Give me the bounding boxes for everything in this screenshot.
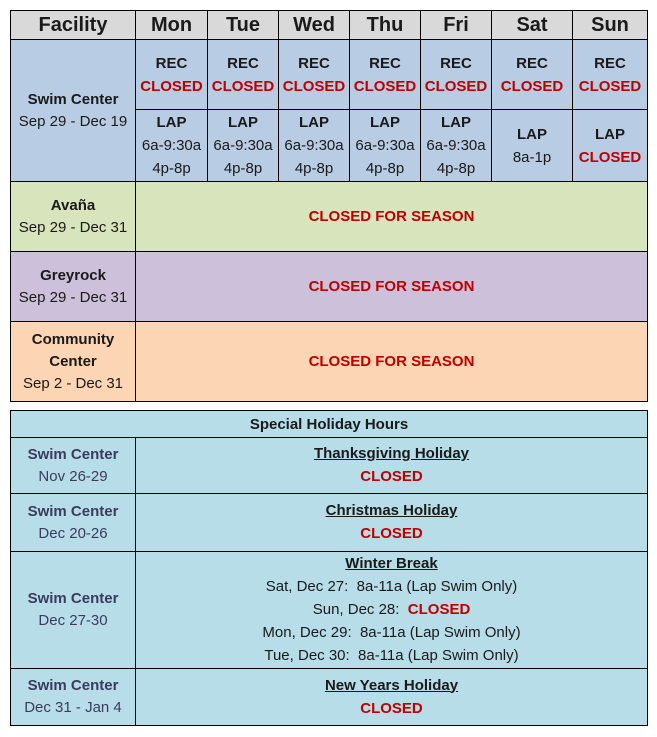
lap-cell-sat: [492, 110, 573, 182]
closed-label: CLOSED: [578, 148, 642, 166]
rec-cell-sat: [492, 40, 573, 110]
holiday-facility-cell: [11, 438, 136, 494]
holiday-detail-cell: [136, 669, 648, 726]
closed-for-season-label: CLOSED FOR SEASON: [308, 277, 475, 295]
schedule-day: Sun, Dec 28:: [312, 601, 408, 618]
holiday-facility-cell: [11, 494, 136, 552]
holiday-name: Thanksgiving Holiday: [313, 445, 470, 462]
avana-row: [11, 182, 648, 252]
schedule-hours: 8a-11a (Lap Swim Only): [359, 624, 521, 641]
facility-name: Swim Center: [27, 90, 119, 108]
closed-label: CLOSED: [578, 77, 642, 95]
closed-label: CLOSED: [360, 468, 423, 485]
lap-time-morning: 6a-9:30a: [355, 137, 415, 154]
facility-dates: Sep 29 - Dec 31: [18, 218, 128, 236]
rec-cell-thu: [350, 40, 421, 110]
facility-name: Community Center: [31, 330, 115, 370]
closed-label: CLOSED: [353, 77, 417, 95]
holiday-row: [11, 552, 648, 669]
schedule-line: [136, 644, 647, 667]
holiday-detail-cell: [136, 494, 648, 552]
lap-label: LAP: [228, 114, 258, 131]
facility-dates: Sep 2 - Dec 31: [22, 374, 124, 392]
schedule-day: Sat, Dec 27:: [265, 578, 357, 595]
lap-cell-tue: [208, 110, 279, 182]
lap-cell-sun: [573, 110, 648, 182]
facility-dates: Sep 29 - Dec 19: [18, 112, 128, 130]
lap-label: LAP: [156, 114, 187, 131]
holiday-dates: Dec 27-30: [38, 612, 108, 629]
community-center-facility-cell: [11, 322, 136, 402]
rec-label: REC: [369, 54, 401, 72]
lap-label: LAP: [370, 114, 400, 131]
rec-label: REC: [298, 54, 330, 72]
schedule-hours: 8a-11a (Lap Swim Only): [356, 578, 518, 595]
lap-time: 8a-1p: [512, 148, 552, 166]
holiday-title-row: [11, 411, 648, 438]
holiday-facility-cell: [11, 552, 136, 669]
facility-name: Swim Center: [27, 590, 119, 607]
closed-label: CLOSED: [424, 77, 488, 95]
header-sun: Sun: [573, 11, 648, 40]
header-facility: Facility: [11, 11, 136, 40]
swim-center-facility-cell: [11, 40, 136, 182]
lap-cell-mon: [136, 110, 208, 182]
community-center-status-cell: [136, 322, 648, 402]
facility-schedule-table: [10, 10, 648, 402]
closed-label: CLOSED: [360, 525, 423, 542]
greyrock-status-cell: [136, 252, 648, 322]
community-center-row: [11, 322, 648, 402]
lap-time-evening: 4p-8p: [365, 160, 405, 177]
rec-label: REC: [440, 54, 472, 72]
rec-label: REC: [516, 54, 548, 72]
avana-facility-cell: [11, 182, 136, 252]
schedule-line: [136, 575, 647, 598]
closed-label: CLOSED: [407, 601, 471, 618]
lap-time-morning: 6a-9:30a: [284, 137, 344, 154]
lap-label: LAP: [299, 114, 329, 131]
swim-center-rec-row: [11, 40, 648, 110]
closed-label: CLOSED: [500, 77, 564, 95]
schedule-day: Mon, Dec 29:: [262, 624, 360, 641]
closed-for-season-label: CLOSED FOR SEASON: [308, 207, 475, 225]
rec-cell-tue: [208, 40, 279, 110]
rec-cell-wed: [279, 40, 350, 110]
header-sat: Sat: [492, 11, 573, 40]
holiday-name: Winter Break: [345, 555, 438, 572]
holiday-dates: Nov 26-29: [38, 467, 108, 485]
schedule-line: [136, 598, 647, 621]
facility-name: Greyrock: [40, 266, 106, 284]
lap-cell-thu: [350, 110, 421, 182]
lap-cell-wed: [279, 110, 350, 182]
closed-label: CLOSED: [211, 77, 275, 95]
holiday-name: Christmas Holiday: [325, 502, 458, 519]
closed-for-season-label: CLOSED FOR SEASON: [308, 352, 475, 370]
lap-time-evening: 4p-8p: [294, 160, 334, 177]
holiday-row: [11, 669, 648, 726]
facility-name: Swim Center: [27, 502, 119, 520]
closed-label: CLOSED: [360, 699, 423, 717]
schedule-day: Tue, Dec 30:: [264, 647, 359, 664]
rec-cell-mon: [136, 40, 208, 110]
facility-dates: Sep 29 - Dec 31: [18, 288, 128, 306]
lap-time-morning: 6a-9:30a: [141, 137, 202, 154]
rec-cell-sun: [573, 40, 648, 110]
closed-label: CLOSED: [140, 77, 203, 95]
lap-time-evening: 4p-8p: [152, 160, 191, 177]
holiday-row: [11, 494, 648, 552]
holiday-detail-cell: [136, 438, 648, 494]
avana-status-cell: [136, 182, 648, 252]
lap-label: LAP: [595, 125, 625, 143]
header-fri: Fri: [421, 11, 492, 40]
header-thu: Thu: [350, 11, 421, 40]
lap-cell-fri: [421, 110, 492, 182]
holiday-dates: Dec 31 - Jan 4: [24, 699, 122, 716]
holiday-hours-table: [10, 410, 648, 726]
lap-time-morning: 6a-9:30a: [426, 137, 486, 154]
greyrock-facility-cell: [11, 252, 136, 322]
schedule-line: [136, 621, 647, 644]
lap-time-evening: 4p-8p: [223, 160, 263, 177]
rec-label: REC: [155, 54, 188, 72]
rec-label: REC: [227, 54, 259, 72]
holiday-row: [11, 438, 648, 494]
facility-name: Swim Center: [27, 677, 119, 694]
header-wed: Wed: [279, 11, 350, 40]
lap-time-morning: 6a-9:30a: [213, 137, 273, 154]
facility-name: Swim Center: [27, 445, 119, 463]
closed-label: CLOSED: [282, 77, 346, 95]
holiday-dates: Dec 20-26: [38, 524, 108, 542]
holiday-table-title: Special Holiday Hours: [11, 411, 648, 438]
header-mon: Mon: [136, 11, 208, 40]
holiday-detail-cell: [136, 552, 648, 669]
lap-label: LAP: [517, 125, 547, 143]
rec-cell-fri: [421, 40, 492, 110]
facility-name: Avaña: [50, 196, 96, 214]
header-tue: Tue: [208, 11, 279, 40]
rec-label: REC: [594, 54, 626, 72]
holiday-facility-cell: [11, 669, 136, 726]
holiday-name: New Years Holiday: [324, 676, 459, 694]
greyrock-row: [11, 252, 648, 322]
lap-time-evening: 4p-8p: [436, 160, 476, 177]
schedule-hours: 8a-11a (Lap Swim Only): [358, 647, 519, 664]
lap-label: LAP: [441, 114, 471, 131]
header-row: [11, 11, 648, 40]
